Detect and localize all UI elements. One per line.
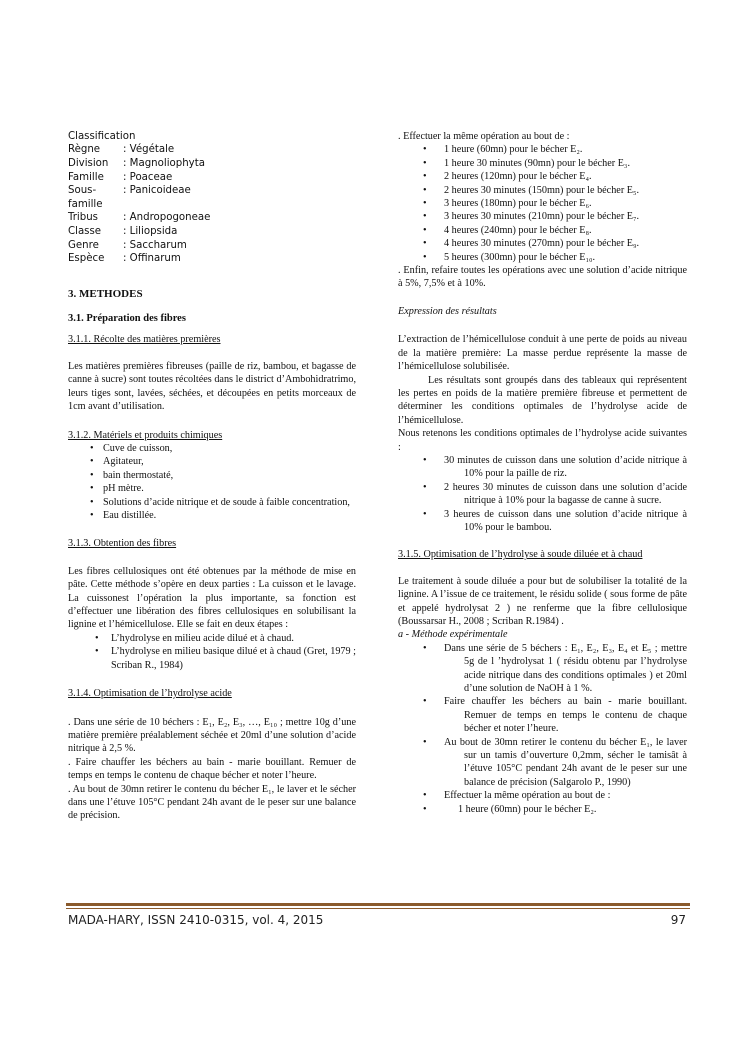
list-item: • 3 heures 30 minutes (210mn) pour le bécher E₇.	[423, 211, 640, 223]
paragraph-soude: Le traitement à soude diluée a pour but de solubiliser la totalité de la lignine. A l’issue de ce traitement, le résidu solide ( sous forme de pâte et appelé hydrolysat 2 ) ne renferme que la fibre cellulosique (Boussarsar H., 2008 ; Scriban R.1984) .	[398, 575, 687, 627]
rank-label: Division	[68, 158, 109, 169]
rank-value: : Offinarum	[123, 253, 181, 265]
timing-list-2	[398, 803, 687, 816]
subsection-heading-3-1-4: 3.1.4. Optimisation de l’hydrolyse acide	[68, 688, 232, 700]
classification-row	[68, 171, 356, 185]
classification-table	[68, 143, 356, 265]
classification-row	[68, 252, 356, 266]
hydrolysis-steps-list	[68, 632, 356, 672]
subsection-heading-3-1-1: 3.1.1. Récolte des matières premières	[68, 333, 221, 345]
list-item: • L’hydrolyse en milieu basique dilué et à chaud (Gret, 1979 ; Scriban R., 1984)	[95, 646, 356, 671]
methode-experimentale-heading: a - Méthode expérimentale	[398, 629, 508, 641]
section-heading-3-1: 3.1. Préparation des fibres	[68, 313, 186, 325]
rank-value: : Panicoideae	[123, 185, 191, 197]
list-item: • 5 heures (300mn) pour le bécher E₁₀.	[423, 251, 596, 263]
repeat-intro: . Effectuer la même opération au bout de :	[398, 131, 570, 142]
classification-row	[68, 157, 356, 171]
list-item: • 2 heures 30 minutes (150mn) pour le bécher E₅.	[423, 184, 640, 196]
rank-label: Sous-famille	[68, 185, 103, 210]
list-item: • L’hydrolyse en milieu acide dilué et à chaud.	[95, 632, 294, 644]
subsection-heading-3-1-2: 3.1.2. Matériels et produits chimiques	[68, 429, 223, 441]
journal-citation: MADA-HARY, ISSN 2410-0315, vol. 4, 2015	[68, 913, 324, 927]
list-item: • 3 heures de cuisson dans une solution d’acide nitrique à 10% pour le bambou.	[423, 508, 687, 533]
classification-row	[68, 211, 356, 225]
list-item: • Faire chauffer les béchers au bain - marie bouillant. Remuer de temps en temps le contenu de chaque bécher et noter l’heure.	[423, 696, 687, 735]
classification-row	[68, 225, 356, 239]
list-item: • Cuve de cuisson,	[90, 443, 173, 454]
paragraph-obtention: Les fibres cellulosiques ont été obtenues par la méthode de mise en pâte. Cette méthode s’opère en deux parties : La cuisson et le lavage. La cuissonest l’opération la plus importante, sa fonction est d’effectuer une libération des fibres cellulosiques en solubilisant la lignine et l’hémicellulose. Elle se fait en deux étapes :	[68, 565, 356, 631]
subsection-heading-3-1-5: 3.1.5. Optimisation de l’hydrolyse à soude diluée et à chaud	[398, 549, 643, 561]
list-item: • 1 heure (60mn) pour le bécher E₂.	[423, 144, 583, 156]
list-item: • bain thermostaté,	[90, 469, 174, 481]
rank-value: : Andropogoneae	[123, 212, 211, 224]
rank-label: Famille	[68, 171, 104, 183]
paragraph-extraction: L’extraction de l’hémicellulose conduit à une perte de poids au niveau de la matière première: La masse perdue représente la masse de l’hémicellulose solubilisée.	[398, 334, 687, 373]
list-item: • 4 heures 30 minutes (270mn) pour le bécher E₉.	[423, 238, 640, 250]
list-item: • Eau distillée.	[90, 510, 157, 522]
rank-label: Classe	[68, 225, 102, 237]
rank-label: Règne	[68, 144, 101, 156]
list-item: • Agitateur,	[90, 456, 144, 468]
paragraph-enfin: . Enfin, refaire toutes les opérations avec une solution d’acide nitrique à 5%, 7,5% et à 10%.	[398, 265, 687, 290]
materials-list	[68, 442, 356, 522]
paragraph-resultats: Les résultats sont groupés dans des tableaux qui représentent les pertes en poids de la matière première fibreuse et permettent de déterminer les conditions optimales de l’hydrolyse acide de l’hémicellulose.	[398, 374, 687, 426]
left-column	[68, 130, 356, 823]
rank-value: : Poaceae	[123, 171, 173, 183]
list-item: • 1 heure 30 minutes (90mn) pour le bécher E₃.	[423, 157, 631, 169]
footer-rule	[66, 903, 690, 906]
list-item: • Au bout de 30mn retirer le contenu du bécher E₁, le laver sur un tamis d’ouverture 0,2mm, sécher le tamisât à l’étuve 105°C pendant 24h avant de le peser sur une balance de précision (Salgarolo P., 1990)	[423, 736, 687, 788]
classification-row	[68, 184, 356, 211]
footer-rule-thin	[66, 908, 690, 909]
list-item: • 4 heures (240mn) pour le bécher E₈.	[423, 224, 592, 236]
list-item: • 1 heure (60mn) pour le bécher E₂.	[423, 803, 597, 815]
list-item: • Dans une série de 5 béchers : E₁, E₂, E₃, E₄ et E₅ ; mettre 5g de l ’hydrolysat 1 ( résidu obtenu par l’hydrolyse acide nitrique dans des conditions optimales ) et 20ml d’une solution de NaOH à 1 %.	[423, 642, 687, 695]
list-item: • 3 heures (180mn) pour le bécher E₆.	[423, 198, 592, 210]
right-column	[398, 130, 687, 816]
rank-value: : Magnoliophyta	[123, 158, 205, 169]
list-item: • 2 heures 30 minutes de cuisson dans une solution d’acide nitrique à 10% pour la bagasse de canne à sucre.	[423, 481, 687, 507]
page-number: 97	[670, 913, 686, 927]
classification-row	[68, 143, 356, 157]
paragraph-recolte: Les matières premières fibreuses (paille de riz, bambou, et bagasse de canne à sucre) sont toutes récoltées dans le district d’Ambohidratrimo, leurs tiges sont, lavées, séchées, et découpées en petits morceaux de 1cm avant d’utilisation.	[68, 360, 356, 413]
list-item: • Solutions d’acide nitrique et de soude à faible concentration,	[90, 496, 350, 508]
paragraph-step-3: . Au bout de 30mn retirer le contenu du bécher E₁, le laver et le sécher dans une l’étuve 105°C pendant 24h avant de le peser sur une balance de précision.	[68, 783, 356, 822]
rank-value: : Liliopsida	[123, 225, 178, 237]
timing-list	[398, 143, 687, 264]
rank-value: : Végétale	[123, 144, 175, 156]
list-item: • 2 heures (120mn) pour le bécher E₄.	[423, 171, 592, 183]
subsection-heading-3-1-3: 3.1.3. Obtention des fibres	[68, 538, 177, 550]
section-heading-methodes: 3. METHODES	[68, 287, 143, 300]
classification-row	[68, 239, 356, 253]
paragraph-retenons: Nous retenons les conditions optimales de l’hydrolyse acide suivantes :	[398, 428, 687, 453]
list-item: • pH mètre.	[90, 483, 144, 495]
expression-results-heading: Expression des résultats	[398, 305, 497, 317]
rank-label: Espèce	[68, 253, 105, 265]
rank-label: Tribus	[68, 212, 98, 224]
rank-value: : Saccharum	[123, 239, 187, 251]
list-item: • Effectuer la même opération au bout de :	[423, 790, 611, 802]
experimental-steps-list	[398, 642, 687, 803]
paragraph-step-2: . Faire chauffer les béchers au bain - marie bouillant. Remuer de temps en temps le contenu de chaque bécher et noter l’heure.	[68, 756, 356, 782]
list-item: • 30 minutes de cuisson dans une solution d’acide nitrique à 10% pour la paille de riz.	[423, 454, 687, 480]
rank-label: Genre	[68, 239, 99, 251]
paragraph-step-1: . Dans une série de 10 béchers : E₁, E₂, E₃, …, E₁₀ ; mettre 10g d’une matière première préalablement séchée et 20ml d’une solution d’acide nitrique à 2,5 %.	[68, 716, 356, 755]
optimal-conditions-list	[398, 454, 687, 534]
classification-title: Classification	[68, 131, 136, 142]
